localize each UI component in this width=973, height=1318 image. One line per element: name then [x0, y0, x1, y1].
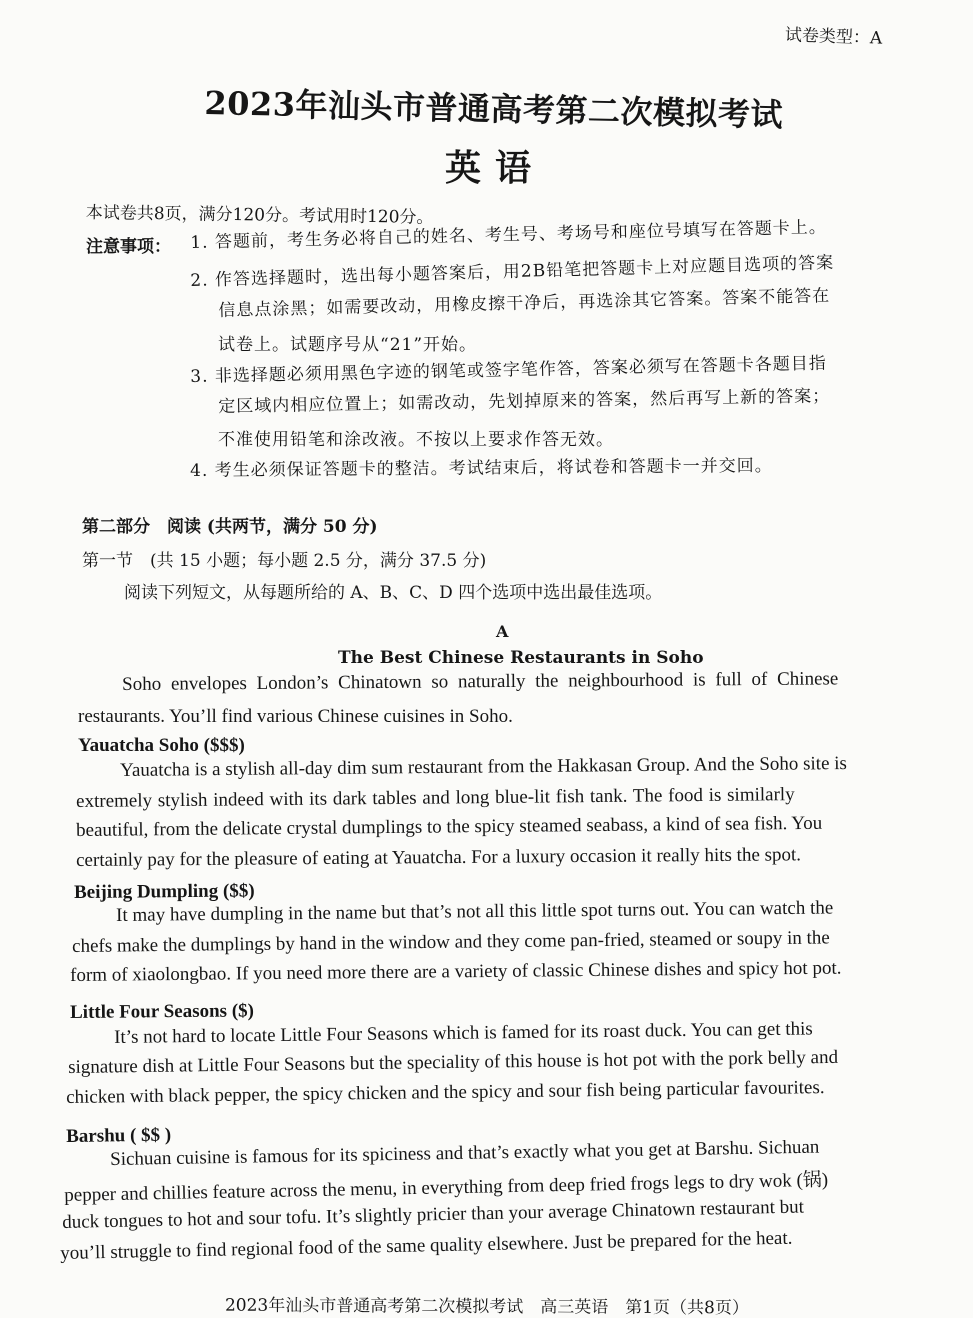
beijing-line-2: chefs make the dumplings by hand in the window and they come pan-fried, steamed or soupy in the	[72, 927, 830, 957]
note-item-2-line-2: 信息点涂黑；如需要改动，用橡皮擦干净后，再选涂其它答案。答案不能答在	[218, 286, 831, 321]
note-item-1: 1. 答题前，考生务必将自己的姓名、考生号、考场号和座位号填写在答题卡上。	[190, 217, 828, 253]
restaurant-heading-yauatcha: Yauatcha Soho ($$$)	[78, 735, 245, 756]
little-four-seasons-line-2: signature dish at Little Four Seasons but the speciality of this house is hot pot with the pork belly and	[68, 1046, 839, 1078]
yauatcha-line-2: extremely stylish indeed with its dark tables and long blue-lit fish tank. The food is similarly	[76, 784, 795, 812]
note-item-4: 4. 考生必须保证答题卡的整洁。考试结束后，将试卷和答题卡一并交回。	[190, 455, 773, 481]
restaurant-heading-barshu: Barshu ( $$ )	[66, 1124, 172, 1147]
notes-label: 注意事项：	[86, 237, 171, 257]
beijing-line-1: It may have dumpling in the name but that’s not all this little spot turns out. You can watch the	[116, 897, 834, 926]
yauatcha-line-3: beautiful, from the delicate crystal dumplings to the spicy steamed seabass, a kind of sea fish. You	[76, 812, 823, 841]
note-item-3-line-2: 定区域内相应位置上；如需改动，先划掉原来的答案，然后再写上新的答案；	[218, 386, 831, 417]
yauatcha-line-4: certainly pay for the pleasure of eating at Yauatcha. For a luxury occasion it really hits the spot.	[76, 844, 802, 871]
section-title: 第一节 (共 15 小题；每小题 2.5 分，满分 37.5 分)	[82, 551, 487, 571]
restaurant-heading-beijing-dumpling: Beijing Dumpling ($$)	[74, 880, 255, 903]
little-four-seasons-line-3: chicken with black pepper, the spicy chicken and the spicy and sour fish being particular favourites.	[66, 1077, 825, 1108]
little-four-seasons-line-1: It’s not hard to locate Little Four Seasons which is famed for its roast duck. You can get this	[114, 1018, 813, 1048]
passage-letter: A	[496, 622, 509, 641]
passage-title: The Best Chinese Restaurants in Soho	[338, 648, 704, 668]
intro-line-2: restaurants. You’ll find various Chinese cuisines in Soho.	[78, 706, 513, 727]
barshu-line-1: Sichuan cuisine is famous for its spiciness and that’s exactly what you get at Barshu. Sichuan	[110, 1136, 820, 1170]
page-footer: 2023年汕头市普通高考第二次模拟考试 高三英语 第1页（共8页）	[224, 1295, 749, 1318]
subject-title: 英语	[445, 147, 546, 189]
section-instruction: 阅读下列短文，从每题所给的 A、B、C、D 四个选项中选出最佳选项。	[124, 583, 663, 603]
beijing-line-3: form of xiaolongbao. If you need more there are a variety of classic Chinese dishes and spicy hot pot.	[70, 957, 842, 986]
part-title: 第二部分 阅读 (共两节，满分 50 分)	[82, 517, 378, 537]
note-item-3-line-3: 不准使用铅笔和涂改液。不按以上要求作答无效。	[218, 430, 614, 450]
note-item-3-line-1: 3. 非选择题必须用黑色字迹的钢笔或签字笔作答，答案必须写在答题卡各题目指	[190, 353, 828, 387]
exam-info: 本试卷共8页，满分120分。考试用时120分。	[85, 202, 434, 228]
note-item-2-line-3: 试卷上。试题序号从“21”开始。	[218, 335, 478, 355]
barshu-line-4: you’ll struggle to find regional food of the same quality elsewhere. Just be prepared for the heat.	[60, 1227, 793, 1264]
yauatcha-line-1: Yauatcha is a stylish all-day dim sum restaurant from the Hakkasan Group. And the Soho site is	[120, 753, 847, 781]
paper-type-label: 试卷类型：A	[784, 25, 883, 49]
barshu-line-2: pepper and chillies feature across the menu, in everything from deep fried frogs legs to dry wok (锅)	[64, 1169, 829, 1206]
intro-line-1: Soho envelopes London’s Chinatown so naturally the neighbourhood is full of Chinese	[122, 668, 839, 695]
note-item-2-line-1: 2. 作答选择题时，选出每小题答案后，用2B铅笔把答题卡上对应题目选项的答案	[190, 253, 835, 291]
barshu-line-3: duck tongues to hot and sour tofu. It’s slightly pricier than your average Chinatown restaurant but	[62, 1196, 805, 1233]
restaurant-heading-little-four-seasons: Little Four Seasons ($)	[70, 1000, 255, 1023]
exam-title: 2023年汕头市普通高考第二次模拟考试	[204, 83, 784, 135]
